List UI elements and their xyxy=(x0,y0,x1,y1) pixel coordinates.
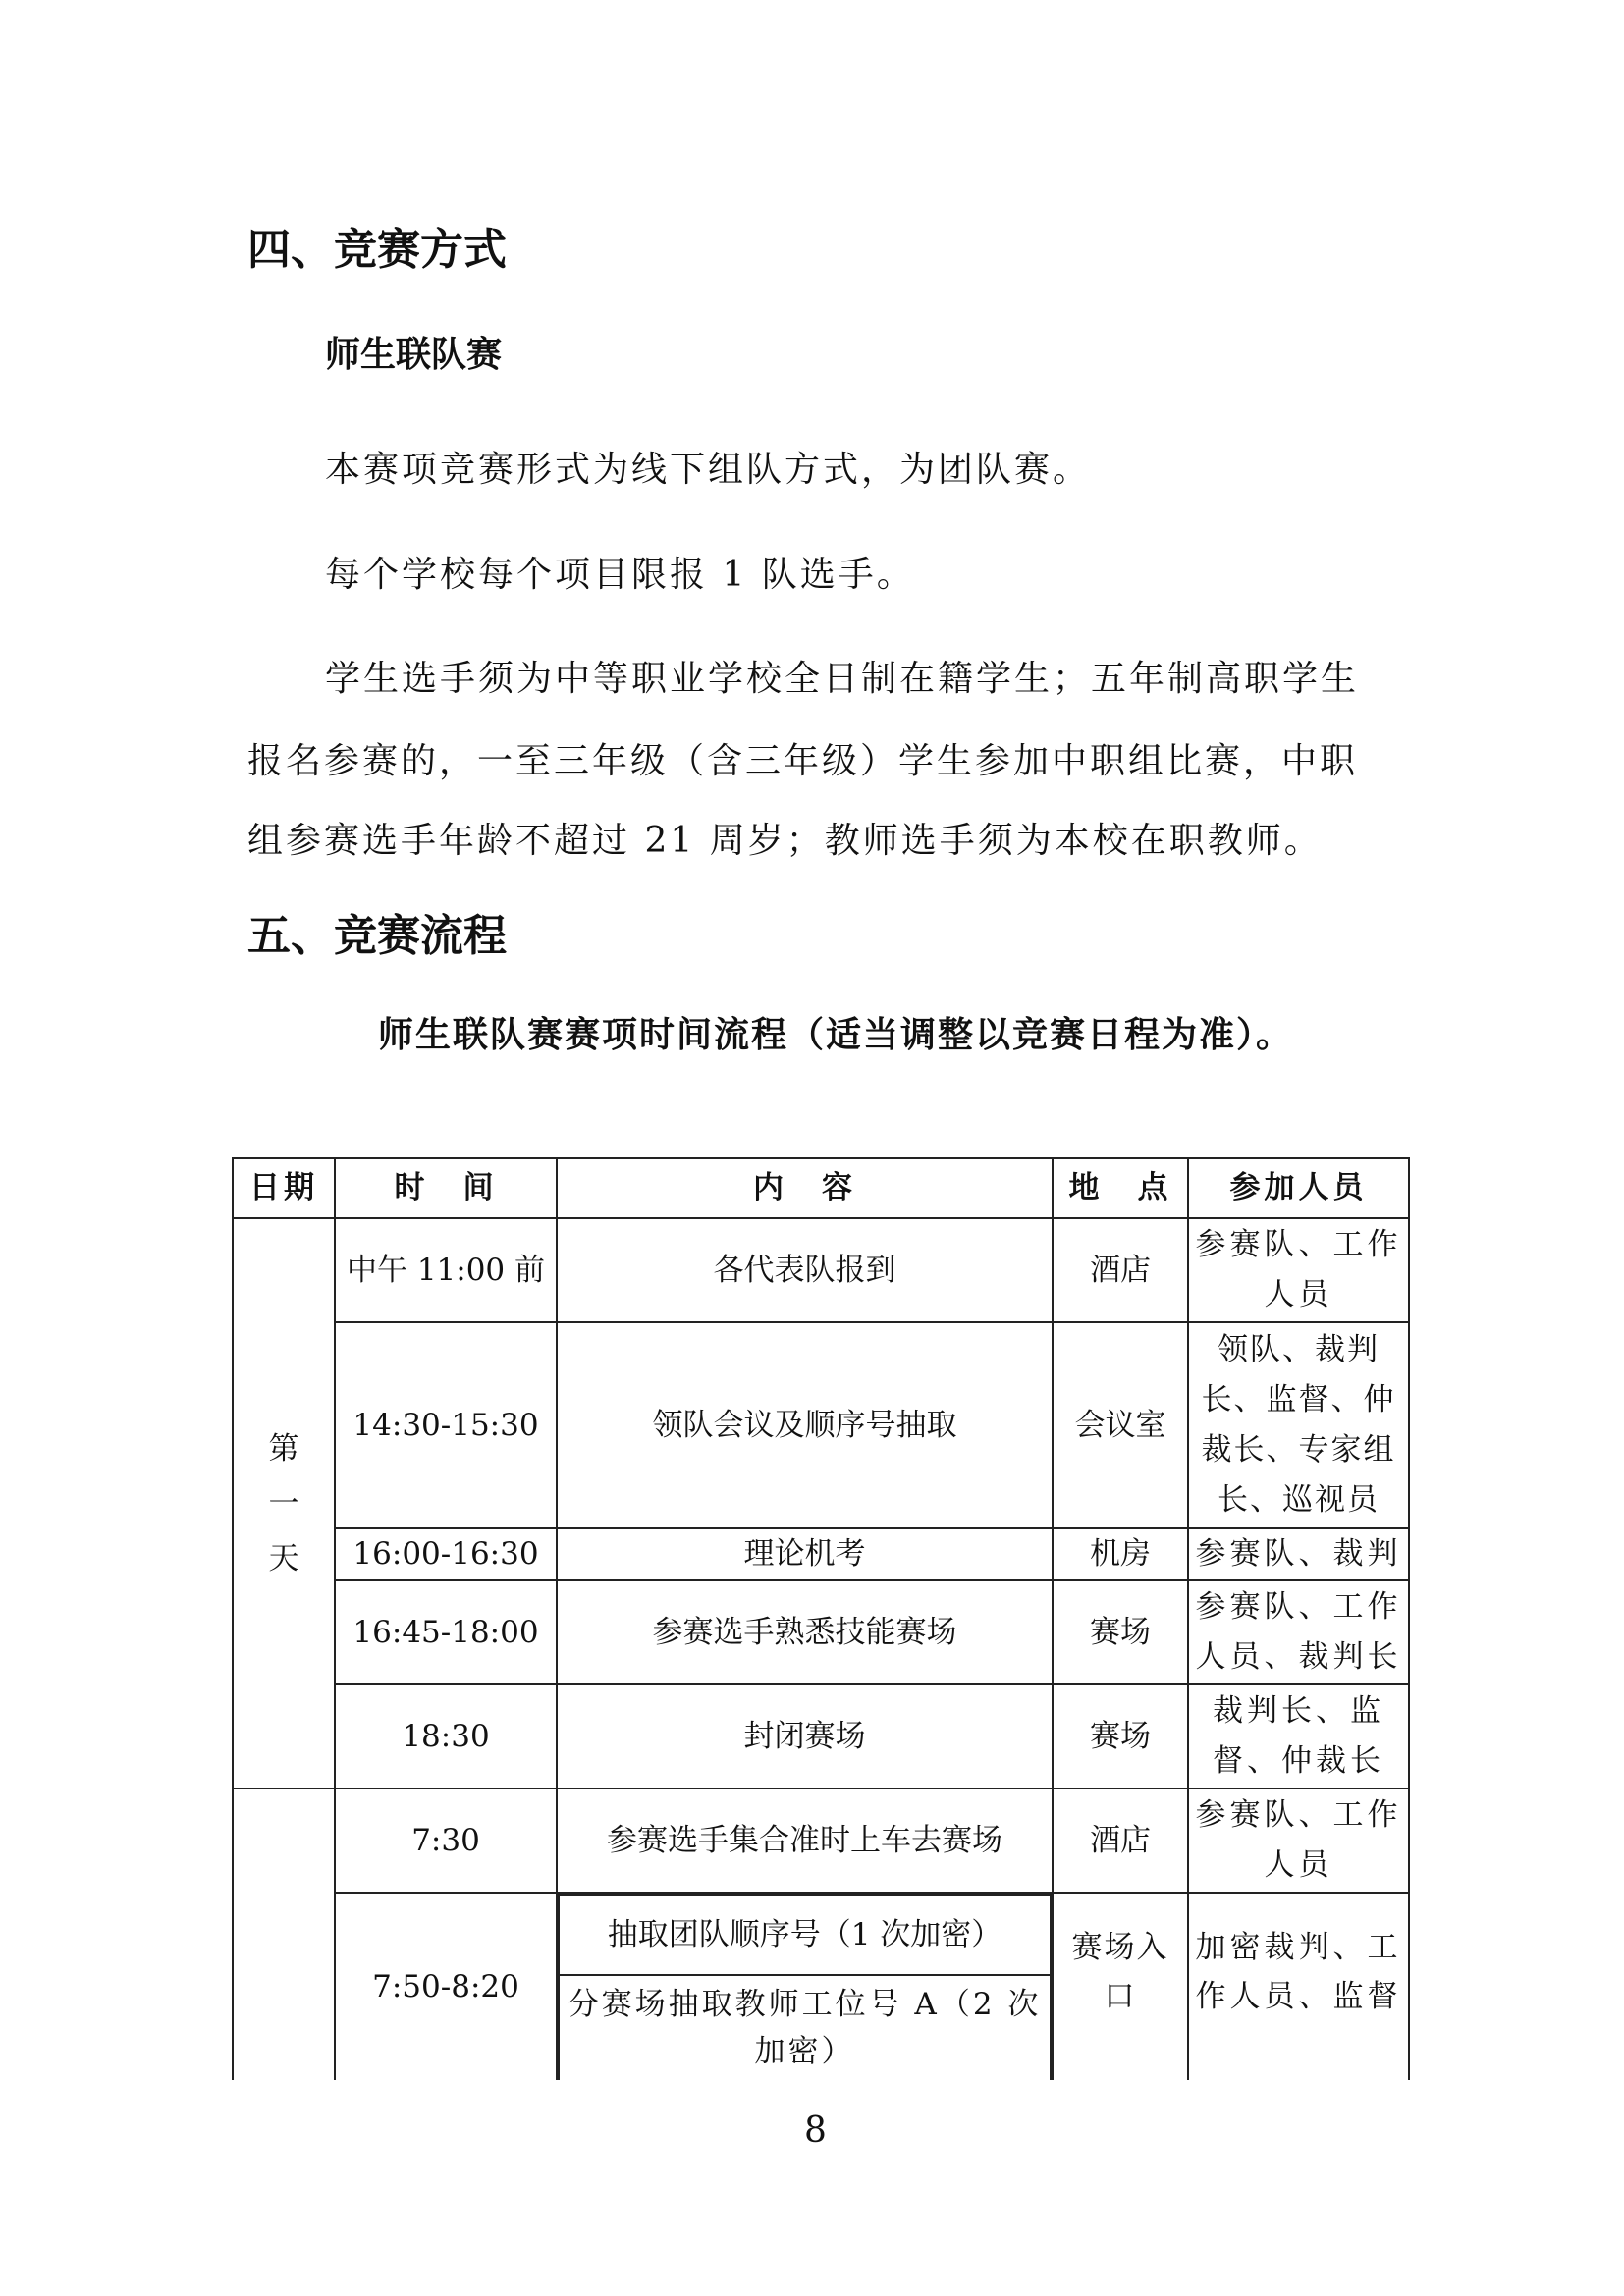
section4-para3-line2: 报名参赛的，一至三年级（含三年级）学生参加中职组比赛，中职 xyxy=(247,741,1359,781)
section4-heading: 四、竞赛方式 xyxy=(247,225,507,275)
place-cell: 赛场 xyxy=(1053,1580,1188,1684)
time-cell: 7:30 xyxy=(335,1789,557,1893)
people-cell: 领队、裁判长、监督、仲裁长、专家组长、巡视员 xyxy=(1188,1322,1409,1528)
page-number: 8 xyxy=(804,2110,827,2151)
people-cell: 参赛队、裁判 xyxy=(1188,1528,1409,1580)
people-cell: 参赛队、工作人员 xyxy=(1188,1789,1409,1893)
place-cell: 酒店 xyxy=(1053,1789,1188,1893)
day1-cell: 第一天 xyxy=(233,1218,335,1789)
header-date: 日期 xyxy=(233,1158,335,1218)
content-cell: 参赛选手集合准时上车去赛场 xyxy=(557,1789,1053,1893)
header-place: 地 点 xyxy=(1053,1158,1188,1218)
day2-cell xyxy=(233,1789,335,2080)
content-cell: 封闭赛场 xyxy=(557,1684,1053,1789)
people-cell: 参赛队、工作人员、裁判长 xyxy=(1188,1580,1409,1684)
people-cell: 加密裁判、工作人员、监督 xyxy=(1188,1893,1409,2080)
content-split-cell xyxy=(557,1893,1053,2080)
table-row xyxy=(233,1789,1409,1893)
time-cell: 中午 11:00 前 xyxy=(335,1218,557,1322)
time-cell: 16:00-16:30 xyxy=(335,1528,557,1580)
table-row xyxy=(233,1218,1409,1322)
time-cell: 7:50-8:20 xyxy=(335,1893,557,2080)
section4-subheading: 师生联队赛 xyxy=(325,334,503,375)
content-cell: 抽取团队顺序号（1 次加密） xyxy=(559,1895,1051,1975)
people-cell: 裁判长、监督、仲裁长 xyxy=(1188,1684,1409,1789)
content-split xyxy=(558,1894,1052,2080)
table-caption: 师生联队赛赛项时间流程（适当调整以竞赛日程为准）。 xyxy=(378,1014,1294,1055)
time-cell: 18:30 xyxy=(335,1684,557,1789)
section4-para1: 本赛项竞赛形式为线下组队方式，为团队赛。 xyxy=(325,450,1092,490)
schedule-table xyxy=(232,1157,1410,2080)
place-cell: 机房 xyxy=(1053,1528,1188,1580)
table-header-row xyxy=(233,1158,1409,1218)
section4-para3-line3: 组参赛选手年龄不超过 21 周岁；教师选手须为本校在职教师。 xyxy=(247,821,1323,861)
section5-heading: 五、竞赛流程 xyxy=(247,911,507,961)
header-time: 时 间 xyxy=(335,1158,557,1218)
section4-para2: 每个学校每个项目限报 1 队选手。 xyxy=(325,555,915,595)
content-cell: 各代表队报到 xyxy=(557,1218,1053,1322)
content-cell: 理论机考 xyxy=(557,1528,1053,1580)
time-cell: 14:30-15:30 xyxy=(335,1322,557,1528)
place-cell: 酒店 xyxy=(1053,1218,1188,1322)
table-row xyxy=(233,1893,1409,2080)
place-cell: 赛场 xyxy=(1053,1684,1188,1789)
table-row xyxy=(233,1528,1409,1580)
place-cell: 会议室 xyxy=(1053,1322,1188,1528)
table-row xyxy=(233,1322,1409,1528)
people-cell: 参赛队、工作人员 xyxy=(1188,1218,1409,1322)
table-row xyxy=(233,1580,1409,1684)
content-cell: 参赛选手熟悉技能赛场 xyxy=(557,1580,1053,1684)
header-people: 参加人员 xyxy=(1188,1158,1409,1218)
section4-para3-line1: 学生选手须为中等职业学校全日制在籍学生；五年制高职学生 xyxy=(325,659,1360,699)
header-content: 内 容 xyxy=(557,1158,1053,1218)
place-cell: 赛场入口 xyxy=(1053,1893,1188,2080)
table-row xyxy=(233,1684,1409,1789)
content-cell: 分赛场抽取教师工位号 A（2 次加密） xyxy=(559,1975,1051,2080)
content-cell: 领队会议及顺序号抽取 xyxy=(557,1322,1053,1528)
time-cell: 16:45-18:00 xyxy=(335,1580,557,1684)
